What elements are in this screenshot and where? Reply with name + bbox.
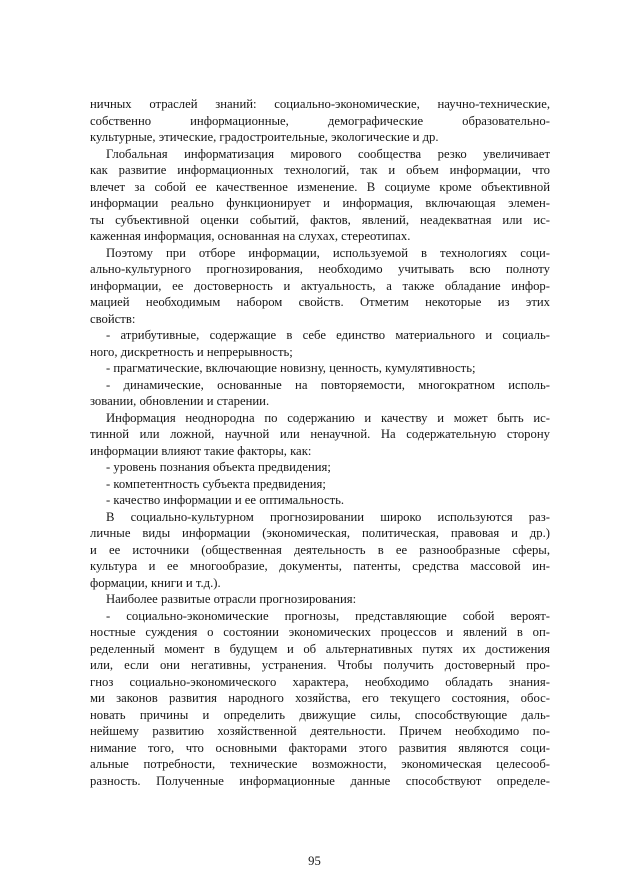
text-line: как развитие информационных технологий, так и объем информации, что xyxy=(90,163,550,177)
text-line: Наиболее развитые отрасли прогнозирования: xyxy=(106,592,357,606)
text-line: каженная информация, основанная на слухах, стереотипах. xyxy=(90,229,411,243)
text-line: свойств: xyxy=(90,311,136,326)
text-line: информации, ее достоверность и актуальность, а также обладание инфор- xyxy=(90,278,550,293)
text-line: ми законов развития народного хозяйства, его текущего состояния, обос- xyxy=(90,691,550,705)
text-line: - качество информации и ее оптимальность. xyxy=(106,493,345,507)
text-line: разность. Полученные информационные данные способствуют определе- xyxy=(90,773,550,788)
text-line: нейшему развитию хозяйственной деятельности. Причем необходимо по- xyxy=(90,724,550,738)
text-line: ределенный момент в будущем и об альтернативных путях их достижения xyxy=(90,641,550,656)
text-line: личные виды информации (экономическая, политическая, правовая и др.) xyxy=(90,526,550,540)
text-line: - динамические, основанные на повторяемости, многократном исполь- xyxy=(106,377,550,392)
text-line: - прагматические, включающие новизну, ценность, кумулятивность; xyxy=(106,361,476,375)
text-line: В социально-культурном прогнозировании широко используются раз- xyxy=(106,509,550,524)
text-line: ностные суждения о состоянии экономических процессов и явлений в оп- xyxy=(90,625,550,639)
page-number: 95 xyxy=(308,854,321,868)
text-line: - уровень познания объекта предвидения; xyxy=(106,460,331,474)
text-line: ного, дискретность и непрерывность; xyxy=(90,344,293,359)
text-line: информации влияют такие факторы, как: xyxy=(90,443,312,458)
text-line: ты субъективной оценки событий, фактов, явлений, неадекватная или ис- xyxy=(90,212,550,227)
text-line: мацией необходимым набором свойств. Отметим некоторые из этих xyxy=(90,295,550,309)
text-line: альные потребности, технические возможности, экономическая целесооб- xyxy=(90,757,550,771)
text-line: гноз социально-экономического характера, необходимо обладать знания- xyxy=(90,674,550,689)
text-line: Поэтому при отборе информации, используемой в технологиях соци- xyxy=(106,245,550,260)
text-line: зовании, обновлении и старении. xyxy=(90,394,270,408)
text-line: собственно информационные, демографические образовательно- xyxy=(90,113,550,128)
text-line: Глобальная информатизация мирового сообщества резко увеличивает xyxy=(106,146,550,161)
text-line: информации реально функционирует и информация, включающая элемен- xyxy=(90,196,550,210)
text-line: влечет за собой ее качественное изменение. В социуме кроме объективной xyxy=(90,179,550,194)
text-line: тинной или ложной, научной или ненаучной. На содержательную сторону xyxy=(90,427,550,441)
text-line: или, если они негативны, устранения. Чтобы получить достоверный про- xyxy=(90,658,550,672)
text-line: нимание того, что основными факторами этого развития являются соци- xyxy=(90,740,550,755)
text-line: и ее источники (общественная деятельность в ее разнообразные сферы, xyxy=(90,542,550,557)
text-line: Информация неоднородна по содержанию и качеству и может быть ис- xyxy=(106,410,550,425)
text-line: новать причины и определить движущие силы, способствующие даль- xyxy=(90,707,550,722)
text-line: культура и ее многообразие, документы, патенты, средства массовой ин- xyxy=(90,559,550,573)
text-line: - атрибутивные, содержащие в себе единство материального и социаль- xyxy=(106,328,550,342)
body-text xyxy=(90,96,550,789)
text-line: - компетентность субъекта предвидения; xyxy=(106,476,326,491)
text-line: - социально-экономические прогнозы, представляющие собой вероят- xyxy=(106,608,550,623)
text-line: ничных отраслей знаний: социально-экономические, научно-технические, xyxy=(90,97,550,111)
text-line: ально-культурного прогнозирования, необходимо учитывать всю полноту xyxy=(90,262,550,276)
text-line: культурные, этические, градостроительные, экологические и др. xyxy=(90,130,439,144)
text-line: формации, книги и т.д.). xyxy=(90,575,221,590)
